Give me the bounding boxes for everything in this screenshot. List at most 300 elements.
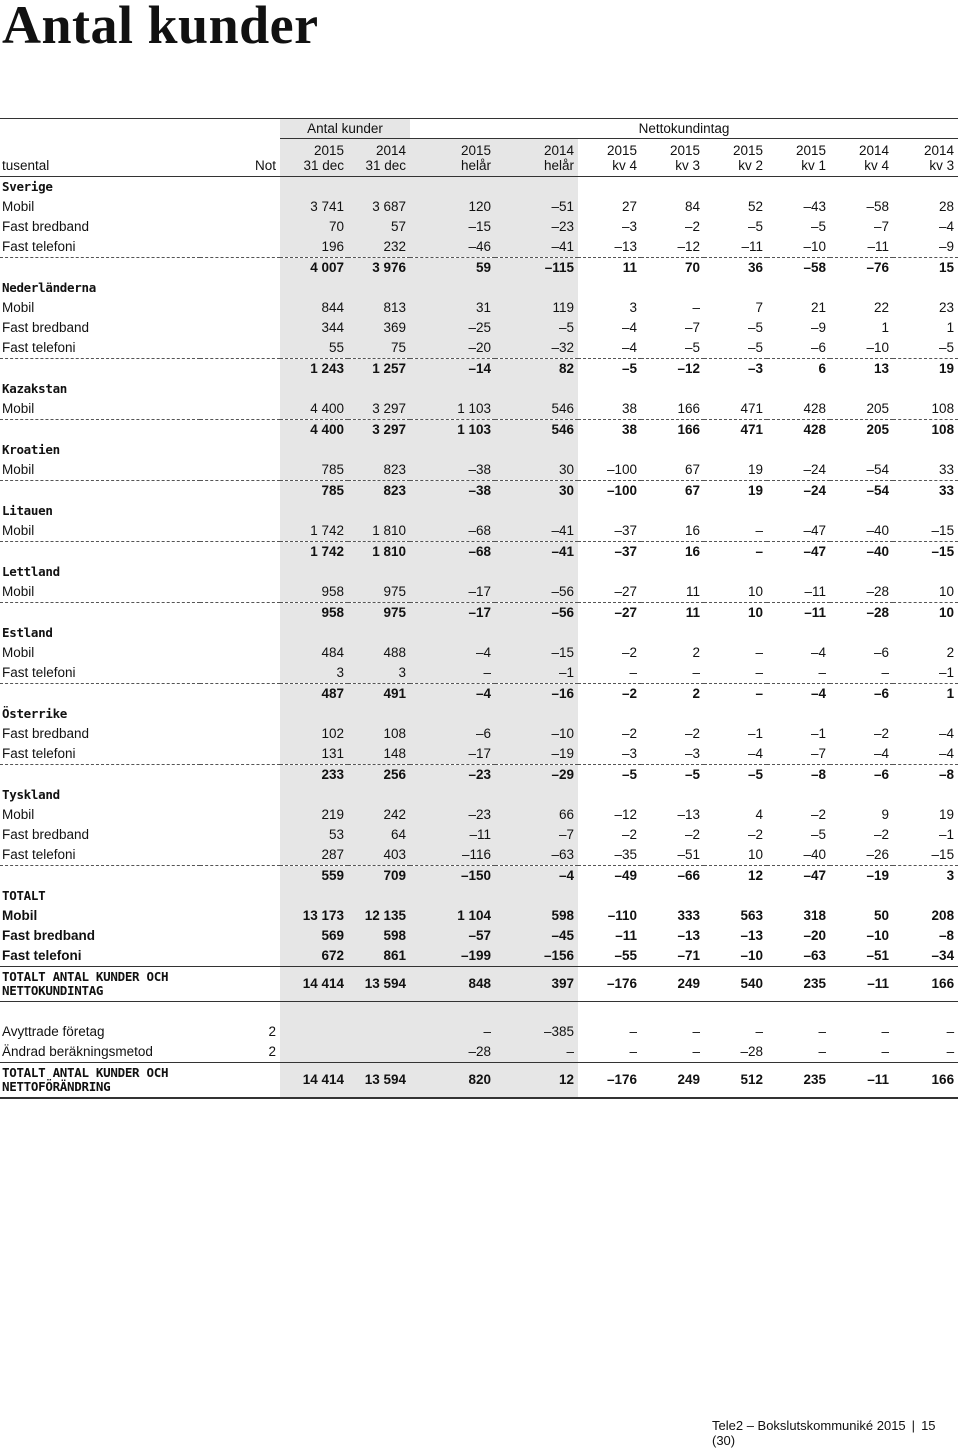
- value-cell: 598: [495, 906, 578, 926]
- row-note: [200, 805, 280, 825]
- empty-cell: [704, 379, 767, 399]
- value-cell: –: [755, 544, 763, 559]
- value-cell: –: [692, 1044, 700, 1059]
- column-header-year: 2015: [460, 143, 491, 158]
- value-cell: –100: [578, 460, 641, 481]
- value-cell: 249: [641, 967, 704, 1002]
- row-note: [200, 521, 280, 542]
- value-cell: –5: [810, 219, 826, 234]
- value-cell: –: [755, 645, 763, 660]
- value-cell: 484: [280, 643, 348, 663]
- row-label: [0, 359, 200, 380]
- value-cell: –24: [767, 460, 830, 481]
- value-cell: –4: [495, 866, 578, 887]
- value-cell: –11: [615, 928, 637, 943]
- value-cell: 487: [280, 684, 348, 705]
- value-cell: –15: [931, 544, 955, 559]
- column-header-year: 2014: [375, 143, 406, 158]
- value-cell: –57: [410, 926, 495, 946]
- value-cell: 3 976: [348, 258, 410, 279]
- row-note: [200, 926, 280, 946]
- value-cell: 9: [881, 807, 889, 822]
- value-cell: 488: [348, 643, 410, 663]
- empty-cell: [578, 623, 641, 643]
- row-label: Mobil: [2, 807, 35, 822]
- row-note: [200, 197, 280, 217]
- value-cell: 13 594: [348, 1063, 410, 1099]
- column-header-period: kv 3: [929, 158, 955, 173]
- value-cell: [348, 1022, 410, 1042]
- value-cell: –54: [830, 460, 893, 481]
- value-cell: –41: [495, 237, 578, 258]
- value-cell: –2: [684, 219, 700, 234]
- value-cell: –46: [410, 237, 495, 258]
- value-cell: –58: [866, 199, 889, 214]
- value-cell: –1: [495, 663, 578, 684]
- section-header-row: [0, 886, 958, 906]
- row-label: Fast telefoni: [0, 744, 200, 765]
- row-note: [200, 217, 280, 237]
- value-cell: –: [755, 686, 763, 701]
- value-cell: 242: [348, 805, 410, 825]
- value-cell: –2: [621, 645, 637, 660]
- value-cell: –24: [803, 483, 826, 498]
- row-label: Fast bredband: [2, 726, 90, 741]
- value-cell: 108: [348, 724, 410, 744]
- value-cell: 235: [767, 1063, 830, 1099]
- value-cell: 333: [677, 908, 700, 923]
- value-cell: 33: [939, 483, 955, 498]
- value-cell: 38: [578, 399, 641, 420]
- value-cell: –: [410, 1022, 495, 1042]
- value-cell: –: [818, 1024, 826, 1039]
- value-cell: 428: [767, 399, 830, 420]
- table-row: [0, 744, 958, 765]
- column-header-year: 2015: [732, 143, 763, 158]
- empty-cell: [641, 623, 704, 643]
- value-cell: –68: [410, 521, 495, 542]
- value-cell: –58: [803, 260, 826, 275]
- spacer-cell: [495, 1002, 578, 1023]
- column-header: [348, 139, 410, 177]
- empty-cell: [280, 623, 348, 643]
- value-cell: 233: [280, 765, 348, 786]
- value-cell: 12: [747, 868, 763, 883]
- value-cell: 11: [685, 605, 700, 620]
- empty-cell: [200, 704, 280, 724]
- value-cell: –: [755, 1024, 763, 1039]
- empty-cell: [830, 379, 893, 399]
- section-header-row: [0, 379, 958, 399]
- value-cell: –3: [641, 744, 704, 765]
- spacer-cell: [767, 1002, 830, 1023]
- section-header-row: [0, 704, 958, 724]
- value-cell: –32: [495, 338, 578, 359]
- value-cell: –71: [677, 948, 700, 963]
- section-header-row: [0, 785, 958, 805]
- value-cell: 108: [931, 422, 955, 437]
- grand-total-row: [0, 1063, 958, 1099]
- table-row: [0, 906, 958, 926]
- row-label: [0, 765, 200, 786]
- table-row: [0, 399, 958, 420]
- column-header-year: 2014: [543, 143, 574, 158]
- value-cell: –17: [410, 744, 495, 765]
- value-cell: 709: [348, 866, 410, 887]
- row-label: Fast bredband: [2, 219, 90, 234]
- value-cell: 219: [280, 805, 348, 825]
- table-row: [0, 1042, 958, 1063]
- value-cell: 4: [755, 807, 763, 822]
- empty-cell: [641, 278, 704, 298]
- value-cell: 16: [684, 544, 700, 559]
- empty-cell: [495, 785, 578, 805]
- empty-cell: [893, 177, 958, 198]
- spacer-row: [0, 1002, 958, 1023]
- empty-cell: [280, 440, 348, 460]
- value-cell: –11: [804, 605, 826, 620]
- value-cell: 148: [348, 744, 410, 765]
- empty-cell: [200, 278, 280, 298]
- empty-cell: [893, 704, 958, 724]
- value-cell: –115: [495, 258, 578, 279]
- empty-cell: [410, 379, 495, 399]
- value-cell: –6: [873, 686, 889, 701]
- value-cell: 55: [280, 338, 348, 359]
- value-cell: –8: [939, 767, 955, 782]
- value-cell: –6: [410, 724, 495, 744]
- column-header: [410, 139, 495, 177]
- table-row: [0, 521, 958, 542]
- row-note: [200, 460, 280, 481]
- value-cell: 820: [410, 1063, 495, 1099]
- row-label: Mobil: [2, 645, 35, 660]
- value-cell: –176: [578, 1063, 641, 1099]
- value-cell: 256: [348, 765, 410, 786]
- empty-cell: [495, 501, 578, 521]
- value-cell: –: [641, 663, 704, 684]
- value-cell: 1 810: [348, 521, 410, 542]
- empty-cell: [348, 704, 410, 724]
- customer-table: [0, 118, 958, 1099]
- section-header-row: [0, 623, 958, 643]
- table-row: [0, 946, 958, 967]
- value-cell: –100: [606, 483, 637, 498]
- value-cell: 1 103: [410, 399, 495, 420]
- subtotal-row: [0, 866, 958, 887]
- empty-cell: [578, 886, 641, 906]
- empty-cell: [830, 562, 893, 582]
- row-note: [200, 946, 280, 967]
- value-cell: –10: [866, 928, 889, 943]
- column-header-period: kv 4: [612, 158, 637, 173]
- value-cell: –37: [614, 544, 637, 559]
- value-cell: –27: [614, 605, 637, 620]
- value-cell: –4: [893, 744, 958, 765]
- value-cell: 471: [740, 422, 763, 437]
- value-cell: –2: [684, 827, 700, 842]
- row-note: [200, 420, 280, 441]
- empty-cell: [830, 177, 893, 198]
- column-header: [280, 139, 348, 177]
- table-row: [0, 298, 958, 318]
- value-cell: –: [830, 663, 893, 684]
- row-label: Fast bredband: [2, 827, 90, 842]
- value-cell: –4: [578, 338, 641, 359]
- value-cell: 546: [495, 399, 578, 420]
- value-cell: 958: [280, 582, 348, 603]
- empty-cell: [641, 177, 704, 198]
- row-note: [200, 967, 280, 1002]
- column-header-period: Not: [254, 158, 276, 173]
- value-cell: 672: [280, 946, 348, 967]
- value-cell: 108: [893, 399, 958, 420]
- value-cell: 6: [818, 361, 826, 376]
- value-cell: –: [704, 521, 767, 542]
- row-label: TOTALT ANTAL KUNDER OCH NETTOKUNDINTAG: [0, 967, 200, 1002]
- value-cell: 66: [495, 805, 578, 825]
- value-cell: –5: [704, 338, 767, 359]
- value-cell: –9: [810, 320, 826, 335]
- empty-cell: [495, 379, 578, 399]
- value-cell: 318: [803, 908, 826, 923]
- value-cell: –7: [495, 825, 578, 845]
- value-cell: 3 741: [280, 197, 348, 217]
- value-cell: –17: [410, 603, 495, 624]
- empty-cell: [704, 278, 767, 298]
- empty-cell: [578, 501, 641, 521]
- value-cell: –68: [410, 542, 495, 563]
- row-label: Mobil: [0, 460, 200, 481]
- value-cell: 403: [348, 845, 410, 866]
- table-row: [0, 338, 958, 359]
- row-note: [200, 258, 280, 279]
- value-cell: 823: [348, 460, 410, 481]
- value-cell: 1: [881, 320, 889, 335]
- empty-cell: [767, 278, 830, 298]
- value-cell: –: [495, 1042, 578, 1063]
- empty-cell: [200, 785, 280, 805]
- column-header-period: tusental: [2, 158, 50, 173]
- empty-cell: [410, 501, 495, 521]
- value-cell: –156: [495, 946, 578, 967]
- value-cell: –19: [866, 868, 889, 883]
- row-label: Ändrad beräkningsmetod: [2, 1044, 153, 1059]
- empty-cell: [410, 278, 495, 298]
- section-header-row: [0, 278, 958, 298]
- value-cell: –20: [803, 928, 826, 943]
- column-header-year: 2014: [924, 143, 955, 158]
- value-cell: –28: [410, 1042, 495, 1063]
- row-note: [200, 643, 280, 663]
- value-cell: 166: [893, 1063, 958, 1099]
- value-cell: 14 414: [280, 1063, 348, 1099]
- row-label: Fast telefoni: [0, 845, 200, 866]
- value-cell: –2: [810, 807, 826, 822]
- empty-cell: [495, 886, 578, 906]
- subtotal-row: [0, 542, 958, 563]
- empty-cell: [495, 623, 578, 643]
- row-label: Fast bredband: [2, 928, 96, 943]
- empty-cell: [348, 177, 410, 198]
- empty-cell: [641, 562, 704, 582]
- value-cell: 232: [348, 237, 410, 258]
- empty-cell: [893, 501, 958, 521]
- spacer-cell: [578, 1002, 641, 1023]
- value-cell: 22: [873, 300, 889, 315]
- column-header: [200, 139, 280, 177]
- value-cell: 428: [803, 422, 826, 437]
- value-cell: –63: [803, 948, 826, 963]
- value-cell: –385: [495, 1022, 578, 1042]
- section-title: Lettland: [2, 564, 60, 579]
- row-label: [0, 420, 200, 441]
- page-footer: Tele2 – Bokslutskommuniké 2015 | 15 (30): [712, 1418, 936, 1448]
- value-cell: 31: [410, 298, 495, 318]
- value-cell: 52: [747, 199, 763, 214]
- footer-page: 15 (30): [712, 1418, 936, 1448]
- empty-cell: [280, 501, 348, 521]
- value-cell: 205: [866, 422, 889, 437]
- value-cell: 64: [348, 825, 410, 845]
- value-cell: 344: [280, 318, 348, 338]
- empty-cell: [578, 785, 641, 805]
- row-label: TOTALT ANTAL KUNDER OCH NETTOFÖRÄNDRING: [0, 1063, 200, 1099]
- empty-cell: [830, 704, 893, 724]
- row-note: [200, 481, 280, 502]
- empty-cell: [495, 562, 578, 582]
- value-cell: –6: [873, 645, 889, 660]
- empty-cell: [410, 623, 495, 643]
- value-cell: –38: [410, 481, 495, 502]
- row-label: Mobil: [0, 399, 200, 420]
- row-note: [200, 866, 280, 887]
- value-cell: 166: [677, 422, 700, 437]
- value-cell: 512: [704, 1063, 767, 1099]
- empty-cell: [410, 785, 495, 805]
- value-cell: 569: [280, 926, 348, 946]
- subtotal-row: [0, 420, 958, 441]
- table-row: [0, 460, 958, 481]
- subtotal-row: [0, 684, 958, 705]
- value-cell: –4: [621, 320, 637, 335]
- spacer-cell: [830, 1002, 893, 1023]
- empty-cell: [704, 177, 767, 198]
- value-cell: –25: [410, 318, 495, 338]
- value-cell: –41: [495, 542, 578, 563]
- value-cell: –150: [410, 866, 495, 887]
- value-cell: –1: [810, 726, 826, 741]
- empty-cell: [200, 379, 280, 399]
- table-row: [0, 643, 958, 663]
- value-cell: –66: [677, 868, 700, 883]
- empty-cell: [200, 440, 280, 460]
- empty-cell: [641, 501, 704, 521]
- column-header: [578, 139, 641, 177]
- value-cell: –10: [740, 948, 763, 963]
- section-title: Kazakstan: [2, 381, 68, 396]
- value-cell: –5: [621, 767, 637, 782]
- value-cell: –15: [893, 521, 958, 542]
- empty-cell: [410, 177, 495, 198]
- empty-cell: [830, 440, 893, 460]
- empty-cell: [767, 440, 830, 460]
- value-cell: 1 243: [280, 359, 348, 380]
- value-cell: [280, 1022, 348, 1042]
- value-cell: 471: [704, 399, 767, 420]
- value-cell: 1: [946, 686, 955, 701]
- value-cell: –13: [677, 807, 700, 822]
- value-cell: –15: [495, 643, 578, 663]
- value-cell: –40: [866, 544, 889, 559]
- section-title: Nederländerna: [2, 280, 96, 295]
- value-cell: 21: [810, 300, 826, 315]
- row-label: Mobil: [2, 908, 38, 923]
- value-cell: 75: [348, 338, 410, 359]
- spacer-cell: [280, 1002, 348, 1023]
- value-cell: –5: [621, 361, 637, 376]
- value-cell: –4: [810, 686, 826, 701]
- value-cell: –28: [830, 582, 893, 603]
- value-cell: –10: [830, 338, 893, 359]
- empty-cell: [830, 886, 893, 906]
- row-label: Mobil: [2, 300, 35, 315]
- empty-cell: [280, 379, 348, 399]
- empty-cell: [200, 562, 280, 582]
- empty-cell: [410, 704, 495, 724]
- value-cell: –23: [410, 765, 495, 786]
- spacer-cell: [200, 1002, 280, 1023]
- value-cell: –12: [614, 807, 637, 822]
- value-cell: –12: [677, 361, 700, 376]
- value-cell: 235: [767, 967, 830, 1002]
- value-cell: 4 007: [280, 258, 348, 279]
- value-cell: –6: [873, 767, 889, 782]
- value-cell: –5: [747, 767, 763, 782]
- value-cell: –: [704, 663, 767, 684]
- value-cell: 10: [704, 845, 767, 866]
- footer-doc: Tele2 – Bokslutskommuniké 2015: [712, 1418, 906, 1433]
- row-note: 2: [268, 1024, 276, 1039]
- value-cell: 208: [931, 908, 955, 923]
- empty-cell: [893, 379, 958, 399]
- column-header: [767, 139, 830, 177]
- value-cell: –47: [767, 521, 830, 542]
- empty-cell: [200, 177, 280, 198]
- row-label: Fast telefoni: [2, 948, 82, 963]
- section-title: Estland: [2, 625, 53, 640]
- empty-cell: [578, 278, 641, 298]
- value-cell: 4 400: [280, 399, 348, 420]
- empty-cell: [893, 440, 958, 460]
- value-cell: 1 810: [348, 542, 410, 563]
- value-cell: 50: [873, 908, 889, 923]
- value-cell: –40: [767, 845, 830, 866]
- group-header-antal: Antal kunder: [280, 119, 410, 139]
- empty-cell: [641, 379, 704, 399]
- value-cell: –2: [621, 686, 637, 701]
- value-cell: 120: [410, 197, 495, 217]
- empty-cell: [704, 440, 767, 460]
- empty-cell: [767, 704, 830, 724]
- value-cell: 861: [348, 946, 410, 967]
- row-label: [0, 481, 200, 502]
- value-cell: 13 173: [280, 906, 348, 926]
- value-cell: 3: [946, 868, 955, 883]
- value-cell: 30: [495, 460, 578, 481]
- empty-cell: [767, 501, 830, 521]
- value-cell: 540: [704, 967, 767, 1002]
